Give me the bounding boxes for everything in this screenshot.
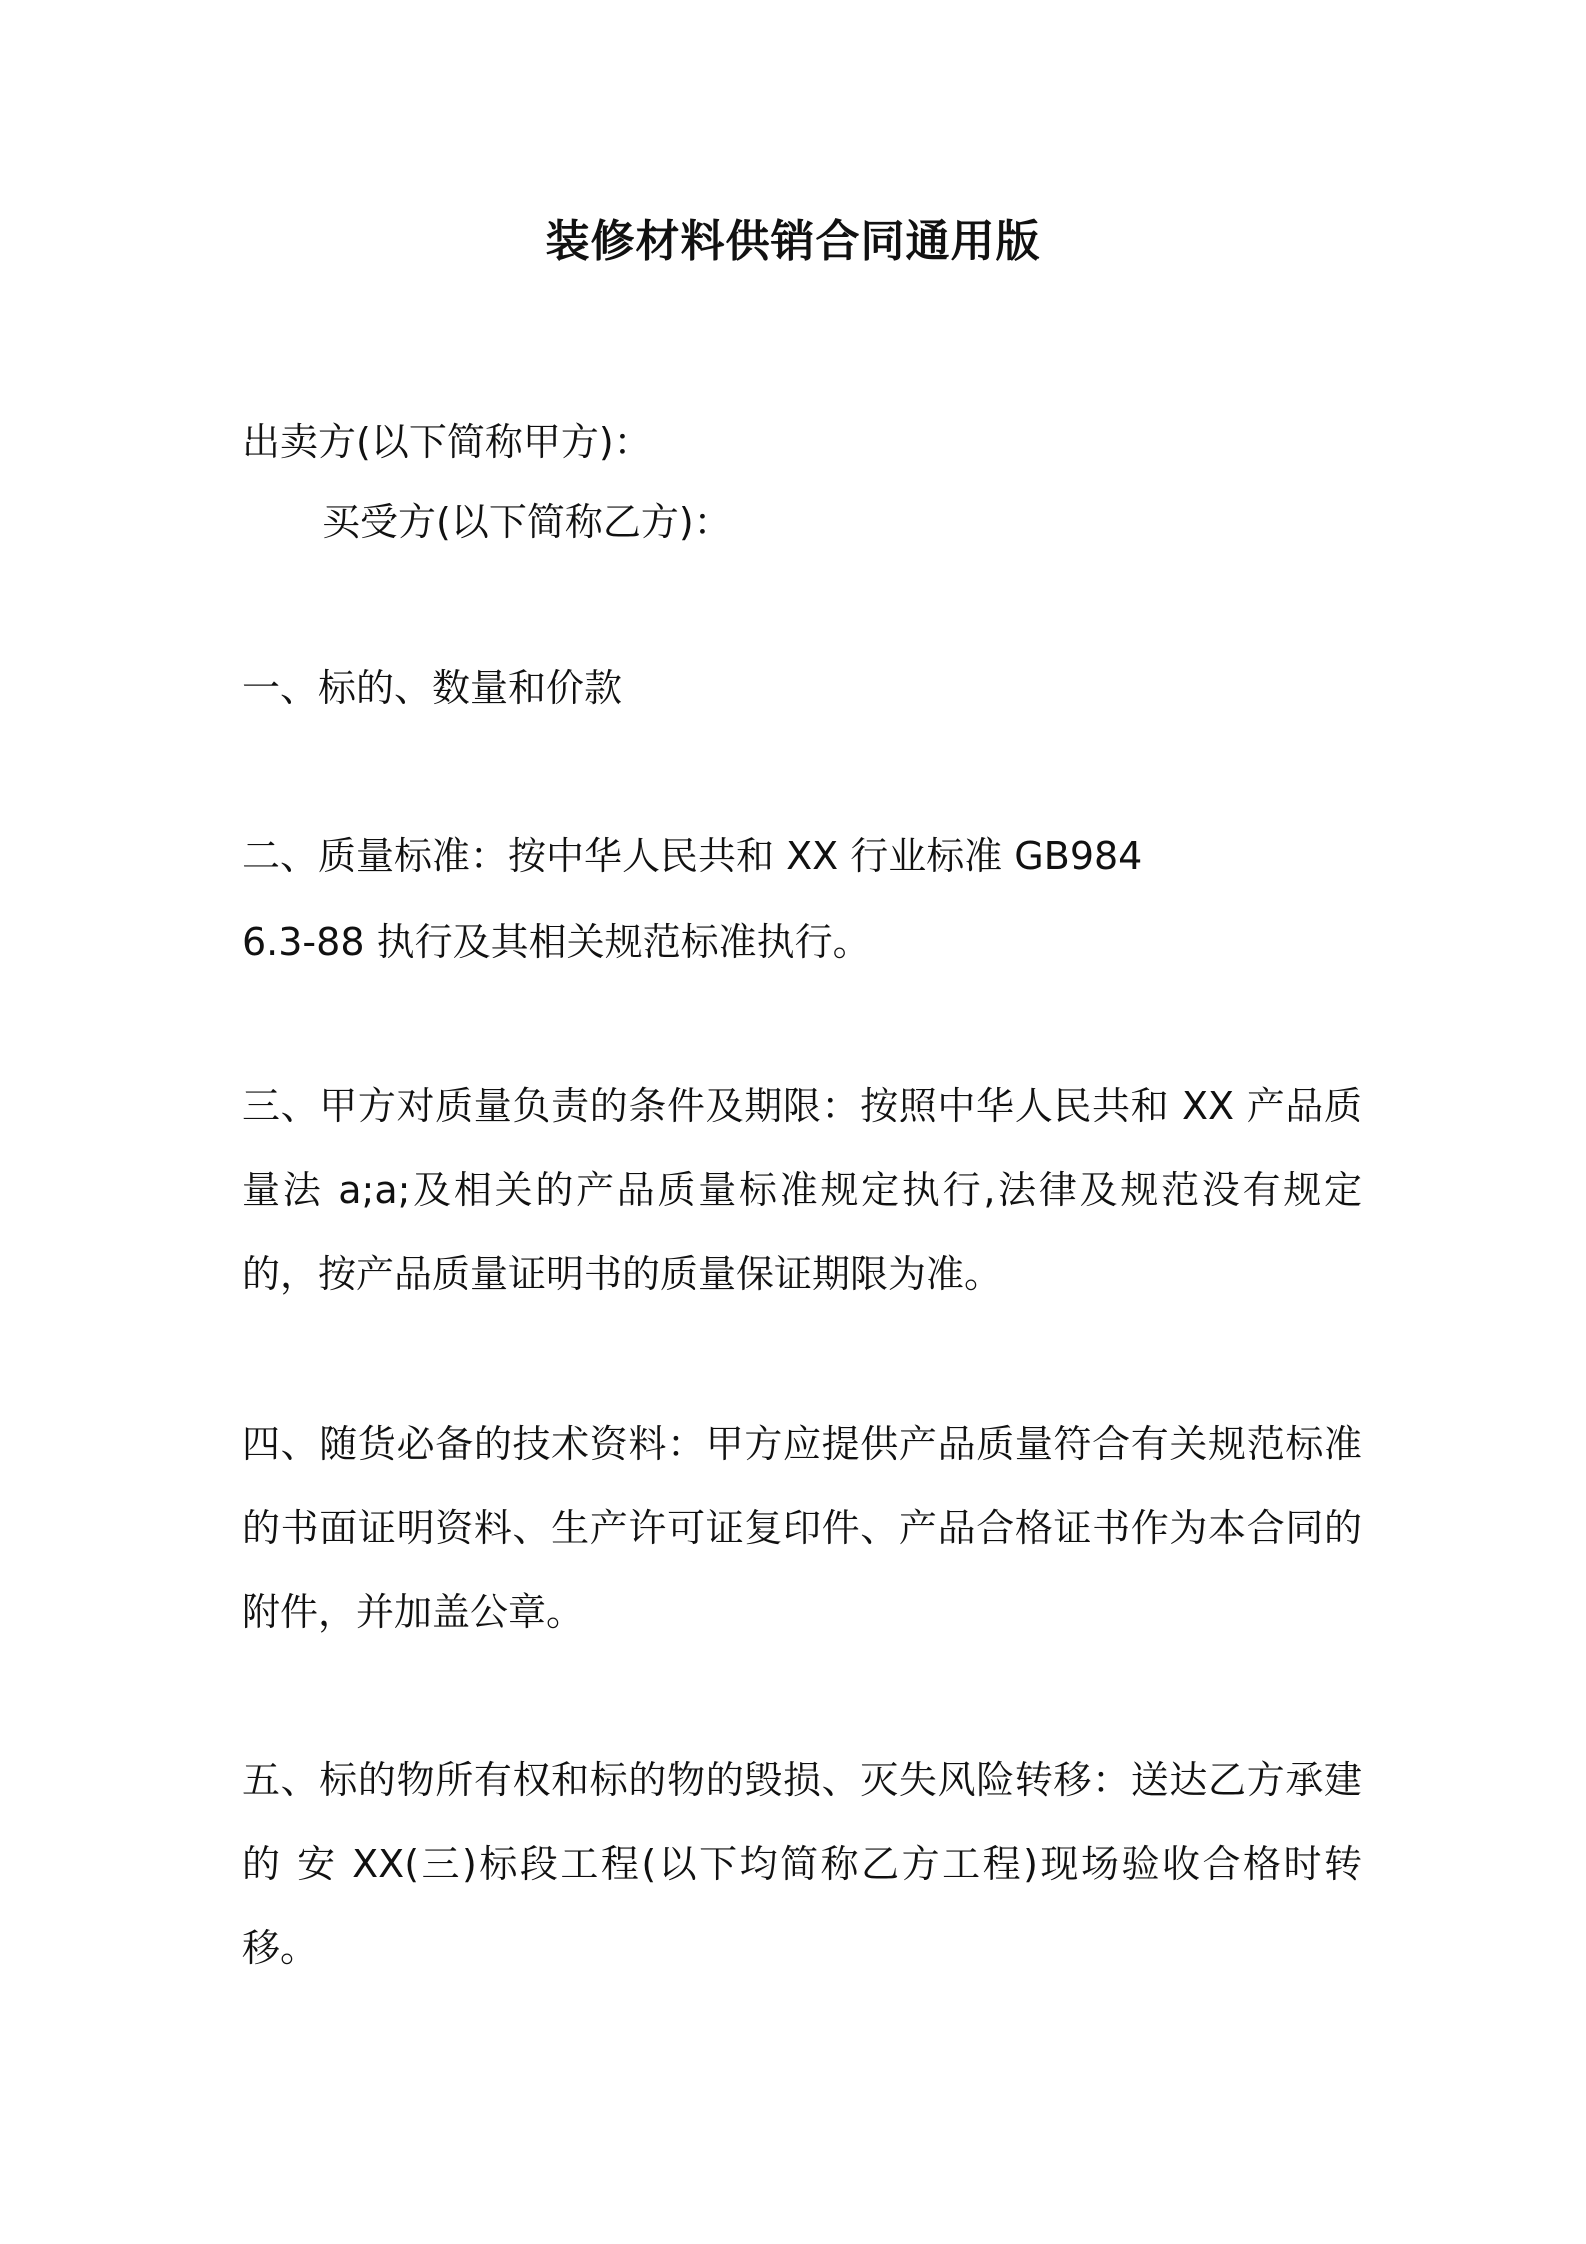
buyer-party-line: 买受方(以下简称乙方)： <box>322 500 732 544</box>
section-5-paragraph: 五、标的物所有权和标的物的毁损、灭失风险转移：送达乙方承建的 安 XX(三)标段工程(以下均简称乙方工程)现场验收合格时转移。 <box>242 1758 1362 1970</box>
document-title: 装修材料供销合同通用版 <box>545 216 1041 267</box>
section-2-line-1: 二、质量标准：按中华人民共和 XX 行业标准 GB984 <box>242 834 1143 878</box>
section-1-heading: 一、标的、数量和价款 <box>242 666 623 710</box>
section-3-paragraph: 三、甲方对质量负责的条件及期限：按照中华人民共和 XX 产品质量法 a;a;及相关的产品质量标准规定执行,法律及规范没有规定的，按产品质量证明书的质量保证期限为准。 <box>242 1084 1362 1296</box>
section-2-line-2: 6.3-88 执行及其相关规范标准执行。 <box>242 920 871 964</box>
seller-party-line: 出卖方(以下简称甲方)： <box>242 420 652 464</box>
section-4-paragraph: 四、随货必备的技术资料：甲方应提供产品质量符合有关规范标准的书面证明资料、生产许可证复印件、产品合格证书作为本合同的附件，并加盖公章。 <box>242 1422 1362 1634</box>
